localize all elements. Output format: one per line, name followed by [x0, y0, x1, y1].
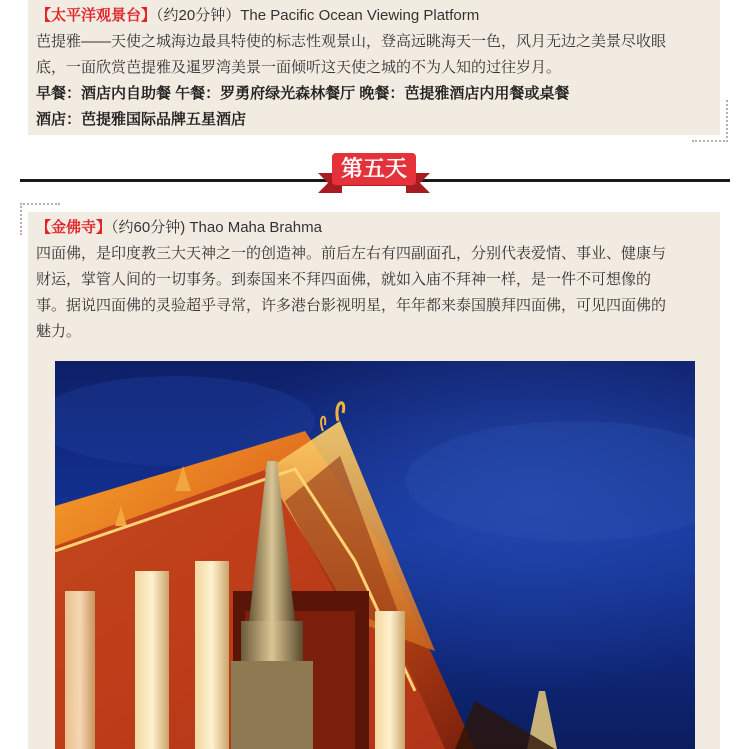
temple-photo: [55, 361, 695, 749]
day-badge: 第五天: [332, 153, 416, 185]
attraction-card-pacific-viewpoint: [28, 0, 720, 135]
meals-info: 早餐：酒店内自助餐 午餐：罗勇府绿光森林餐厅 晚餐：芭提雅酒店内用餐或桌餐: [36, 85, 570, 102]
day-heading: [318, 151, 430, 191]
dotted-corner-decoration: [692, 100, 728, 142]
attraction-description-line: 芭提雅——天使之城海边最具特使的标志性观景山，登高远眺海天一色，风月无边之美景尽收眼: [36, 33, 667, 50]
attraction-description-line: 魅力。: [36, 323, 82, 340]
attraction-name: 【太平洋观景台】: [36, 7, 157, 24]
attraction-duration-english: （约60分钟) Thao Maha Brahma: [111, 219, 322, 236]
attraction-name: 【金佛寺】: [36, 219, 112, 236]
attraction-description-line: 四面佛，是印度教三大天神之一的创造神。前后左右有四副面孔，分别代表爱情、事业、健康与: [36, 245, 667, 262]
attraction-title-row: [36, 215, 712, 241]
hotel-info: 酒店：芭提雅国际品牌五星酒店: [36, 111, 247, 128]
attraction-description-line: 底，一面欣赏芭提雅及暹罗湾美景一面倾听这天使之城的不为人知的过往岁月。: [36, 59, 562, 76]
attraction-title-row: [36, 3, 712, 29]
attraction-card-golden-buddha-temple: [28, 212, 720, 749]
attraction-duration-english: （约20分钟）The Pacific Ocean Viewing Platform: [156, 7, 480, 24]
temple-photo-illustration: [55, 361, 695, 749]
attraction-description-line: 事。据说四面佛的灵验超乎寻常，许多港台影视明星，年年都来泰国膜拜四面佛，可见四面佛的: [36, 297, 667, 314]
attraction-description-line: 财运，掌管人间的一切事务。到泰国来不拜四面佛，就如入庙不拜神一样，是一件不可想像的: [36, 271, 652, 288]
